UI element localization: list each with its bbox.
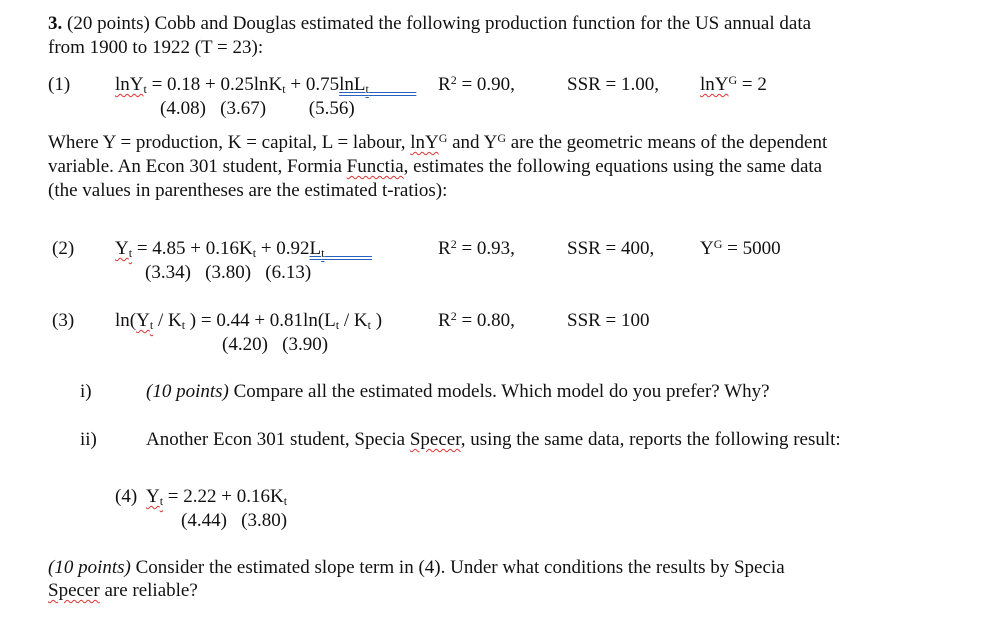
eq4-t-ratios: (4.44) (3.80): [181, 510, 288, 531]
description-line2: variable. An Econ 301 student, Formia Functia, estimates the following equations using the same data: [48, 156, 823, 177]
eq1-geometric-mean: lnY$^G$ = 2: [700, 73, 767, 95]
part-ii-label: ii): [80, 429, 97, 450]
final-question-line1: (10 points) Consider the estimated slope term in (4). Under what conditions the results by Specia: [48, 557, 785, 578]
eq3-ssr: SSR = 100: [567, 310, 650, 331]
question-intro-line1: 3. (20 points) Cobb and Douglas estimated the following production function for the US annual data: [48, 13, 812, 34]
final-question-line2: Specer are reliable?: [48, 580, 198, 601]
eq1-t-ratios: (4.08) (3.67) (5.56): [160, 98, 355, 119]
question-number: 3.: [48, 13, 63, 34]
eq3-label: (3): [52, 310, 75, 331]
question-intro-line2: from 1900 to 1922 (T = 23):: [48, 37, 264, 58]
eq2-label: (2): [52, 238, 75, 259]
part-i-text: (10 points) Compare all the estimated models. Which model do you prefer? Why?: [146, 381, 770, 402]
eq3-t-ratios: (4.20) (3.90): [222, 334, 329, 355]
description-line1: Where Y = production, K = capital, L = labour, lnY$^G$ and $Y^G$ are the geometric means of the dependent: [48, 131, 828, 153]
description-line3: (the values in parentheses are the estimated t-ratios):: [48, 180, 448, 201]
eq1-equation: lnY$_t$ = 0.18 + 0.25lnK$_t$ + 0.75lnL$_t$: [115, 74, 369, 96]
eq4-equation: (4) $Y_t = 2.22 + 0.16K_t$: [115, 486, 288, 508]
part-ii-text: Another Econ 301 student, Specia Specer, using the same data, reports the following result:: [146, 429, 841, 450]
eq2-geometric-mean: $Y^G = 5000$: [700, 237, 781, 259]
eq2-r-squared: $R^2 = 0.93$,: [438, 237, 515, 259]
eq3-r-squared: $R^2 = 0.80$,: [438, 309, 515, 331]
eq3-equation: $\ln(Y_t / K_t$ ) = $0.44 + 0.81\ln(L_t / K_t$ ): [115, 310, 383, 332]
eq2-equation: $Y_t = 4.85 + 0.16K_t + 0.92L_t$: [115, 238, 325, 260]
eq1-label: (1): [48, 74, 71, 95]
part-i-label: i): [80, 381, 92, 402]
eq1-r-squared: $R^2 = 0.90$,: [438, 73, 515, 95]
eq2-ssr: SSR = 400,: [567, 238, 655, 259]
eq2-t-ratios: (3.34) (3.80) (6.13): [145, 262, 312, 283]
eq1-ssr: SSR = 1.00,: [567, 74, 660, 95]
